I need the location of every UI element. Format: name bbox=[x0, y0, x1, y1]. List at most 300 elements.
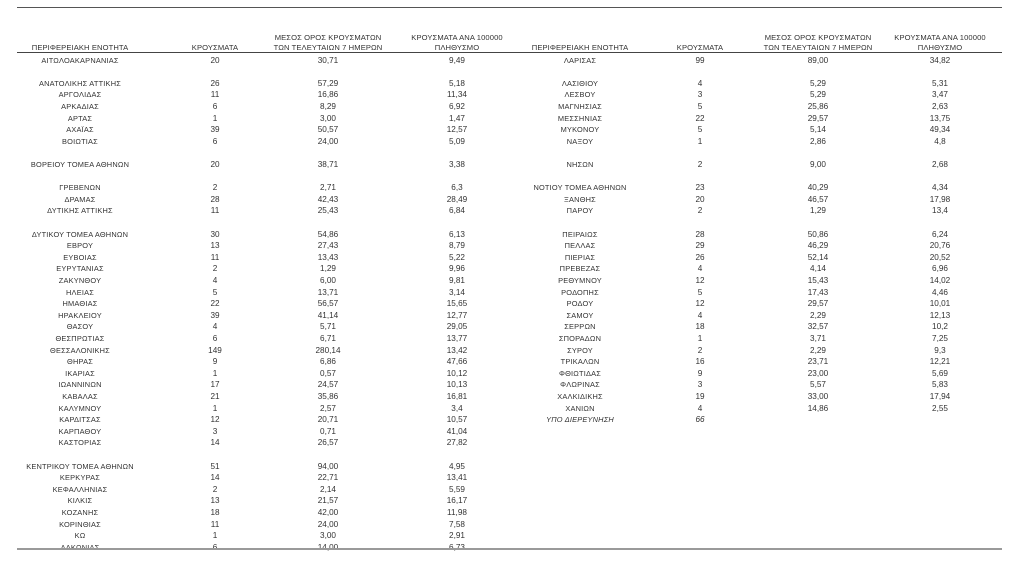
cell-name: ΑΡΤΑΣ bbox=[67, 113, 93, 123]
cell-cases: 1 bbox=[212, 531, 218, 541]
cell-per100k: 9,96 bbox=[449, 264, 465, 274]
cell-avg7: 50,86 bbox=[807, 229, 829, 239]
cell-per100k: 7,25 bbox=[932, 333, 948, 343]
cell-cases: 1 bbox=[212, 368, 218, 378]
cell-avg7: 25,43 bbox=[317, 206, 339, 216]
table-row bbox=[0, 403, 1024, 415]
cell-avg7: 3,71 bbox=[810, 333, 826, 343]
cell-cases: 20 bbox=[695, 194, 705, 204]
cell-avg7: 30,71 bbox=[317, 55, 339, 65]
cell-avg7: 15,43 bbox=[807, 275, 829, 285]
table-row bbox=[0, 101, 1024, 113]
table-row bbox=[0, 252, 1024, 264]
header-per100k bbox=[880, 33, 1000, 52]
header-per100k-line1: ΚΡΟΥΣΜΑΤΑ ΑΝΑ 100000 bbox=[411, 33, 503, 42]
cell-avg7: 50,57 bbox=[317, 125, 339, 135]
cell-per100k: 17,98 bbox=[929, 194, 951, 204]
cell-avg7: 6,71 bbox=[320, 333, 336, 343]
cell-cases: 11 bbox=[210, 90, 220, 100]
cell-cases: 6 bbox=[212, 101, 218, 111]
cell-cases: 1 bbox=[212, 113, 218, 123]
table-row bbox=[0, 437, 1024, 449]
cell-cases: 13 bbox=[210, 496, 220, 506]
cell-name: ΦΘΙΩΤΙΔΑΣ bbox=[558, 368, 602, 378]
cell-name: ΥΠΟ ΔΙΕΡΕΥΝΗΣΗ bbox=[546, 415, 614, 425]
cell-avg7: 3,00 bbox=[320, 113, 336, 123]
table-row bbox=[0, 391, 1024, 403]
cell-name: ΛΕΣΒΟΥ bbox=[564, 90, 596, 100]
cell-cases: 2 bbox=[212, 484, 218, 494]
cell-avg7: 2,71 bbox=[320, 183, 336, 193]
cell-cases: 1 bbox=[212, 403, 218, 413]
cell-avg7: 0,57 bbox=[320, 368, 336, 378]
cell-name: ΚΑΡΠΑΘΟΥ bbox=[58, 426, 102, 436]
cell-name: ΔΡΑΜΑΣ bbox=[64, 194, 96, 204]
cell-per100k: 9,81 bbox=[449, 275, 465, 285]
cell-avg7: 24,57 bbox=[317, 380, 339, 390]
cell-name: ΚΑΣΤΟΡΙΑΣ bbox=[58, 438, 102, 448]
cell-avg7: 89,00 bbox=[807, 55, 829, 65]
cell-avg7: 5,71 bbox=[320, 322, 336, 332]
table-row bbox=[0, 461, 1024, 473]
cell-cases: 4 bbox=[697, 310, 703, 320]
header-region: ΠΕΡΙΦΕΡΕΙΑΚΗ ΕΝΟΤΗΤΑ bbox=[31, 43, 129, 52]
cell-cases: 5 bbox=[697, 101, 703, 111]
table-row bbox=[0, 519, 1024, 531]
cell-name: ΔΥΤΙΚΗΣ ΑΤΤΙΚΗΣ bbox=[47, 206, 113, 216]
table-row bbox=[0, 182, 1024, 194]
cell-avg7: 46,29 bbox=[807, 241, 829, 251]
cell-avg7: 8,29 bbox=[320, 101, 336, 111]
cell-name: ΗΛΕΙΑΣ bbox=[66, 287, 94, 297]
table-row bbox=[0, 507, 1024, 519]
cell-avg7: 9,00 bbox=[810, 159, 826, 169]
cell-avg7: 25,86 bbox=[807, 101, 829, 111]
cell-cases: 14 bbox=[210, 438, 220, 448]
cell-cases: 12 bbox=[695, 275, 705, 285]
cell-cases: 5 bbox=[212, 287, 218, 297]
cell-avg7: 280,14 bbox=[315, 345, 341, 355]
cell-cases: 4 bbox=[697, 403, 703, 413]
cell-cases: 5 bbox=[697, 287, 703, 297]
cell-name: ΕΒΡΟΥ bbox=[66, 241, 94, 251]
cell-avg7: 5,14 bbox=[810, 125, 826, 135]
cell-per100k: 3,47 bbox=[932, 90, 948, 100]
table-row bbox=[0, 159, 1024, 171]
cell-per100k: 5,22 bbox=[449, 252, 465, 262]
cell-per100k: 5,69 bbox=[932, 368, 948, 378]
spacer-row bbox=[0, 171, 1024, 183]
table-row bbox=[0, 530, 1024, 542]
cell-cases: 2 bbox=[212, 264, 218, 274]
cell-name: ΡΕΘΥΜΝΟΥ bbox=[558, 275, 602, 285]
cell-cases: 22 bbox=[210, 299, 220, 309]
spacer-row bbox=[0, 147, 1024, 159]
table-row bbox=[0, 89, 1024, 101]
cell-per100k: 4,8 bbox=[934, 136, 946, 146]
cell-avg7: 32,57 bbox=[807, 322, 829, 332]
cell-avg7: 21,57 bbox=[317, 496, 339, 506]
table-row bbox=[0, 472, 1024, 484]
cell-name: ΚΑΛΥΜΝΟΥ bbox=[58, 403, 102, 413]
cell-cases: 39 bbox=[210, 125, 220, 135]
cell-avg7: 23,00 bbox=[807, 368, 829, 378]
cell-name: ΝΑΞΟΥ bbox=[566, 136, 594, 146]
cell-per100k: 14,02 bbox=[929, 275, 951, 285]
cell-per100k: 5,18 bbox=[449, 78, 465, 88]
table-row bbox=[0, 205, 1024, 217]
cell-cases: 18 bbox=[695, 322, 705, 332]
cell-cases: 4 bbox=[697, 78, 703, 88]
cell-name: ΜΕΣΣΗΝΙΑΣ bbox=[557, 113, 603, 123]
cell-avg7: 22,71 bbox=[317, 473, 339, 483]
top-rule bbox=[17, 7, 1002, 8]
cell-avg7: 42,43 bbox=[317, 194, 339, 204]
cell-name: ΡΟΔΟΥ bbox=[566, 299, 594, 309]
cell-cases: 3 bbox=[212, 426, 218, 436]
cell-cases: 14 bbox=[210, 473, 220, 483]
cell-per100k: 17,94 bbox=[929, 391, 951, 401]
cell-cases: 2 bbox=[697, 345, 703, 355]
cell-avg7: 42,00 bbox=[317, 507, 339, 517]
cell-cases: 21 bbox=[210, 391, 220, 401]
header-avg7 bbox=[268, 33, 388, 52]
cell-name: ΚΟΖΑΝΗΣ bbox=[61, 507, 99, 517]
table-row bbox=[0, 379, 1024, 391]
cell-cases: 99 bbox=[695, 55, 705, 65]
cell-name: ΒΟΙΩΤΙΑΣ bbox=[62, 136, 98, 146]
cell-name: ΙΩΑΝΝΙΝΩΝ bbox=[58, 380, 102, 390]
header-avg7-line2: ΤΩΝ ΤΕΛΕΥΤΑΙΩΝ 7 ΗΜΕΡΩΝ bbox=[273, 42, 383, 52]
cell-cases: 23 bbox=[695, 183, 705, 193]
table-row bbox=[0, 368, 1024, 380]
cell-per100k: 12,57 bbox=[446, 125, 468, 135]
cell-per100k: 5,83 bbox=[932, 380, 948, 390]
cell-per100k: 47,66 bbox=[446, 357, 468, 367]
cell-name: ΑΝΑΤΟΛΙΚΗΣ ΑΤΤΙΚΗΣ bbox=[38, 78, 121, 88]
header-avg7-line1: ΜΕΣΟΣ ΟΡΟΣ ΚΡΟΥΣΜΑΤΩΝ bbox=[764, 33, 872, 42]
cell-per100k: 9,49 bbox=[449, 55, 465, 65]
cell-per100k: 12,21 bbox=[929, 357, 951, 367]
cell-cases: 26 bbox=[695, 252, 705, 262]
cell-per100k: 3,38 bbox=[449, 159, 465, 169]
cell-per100k: 49,34 bbox=[929, 125, 951, 135]
cell-name: ΠΡΕΒΕΖΑΣ bbox=[559, 264, 601, 274]
cell-per100k: 6,96 bbox=[932, 264, 948, 274]
cell-name: ΚΙΛΚΙΣ bbox=[67, 496, 93, 506]
cell-per100k: 34,82 bbox=[929, 55, 951, 65]
cell-name: ΦΛΩΡΙΝΑΣ bbox=[560, 380, 600, 390]
cell-name: ΘΕΣΣΑΛΟΝΙΚΗΣ bbox=[50, 345, 110, 355]
cell-avg7: 20,71 bbox=[317, 415, 339, 425]
cell-cases: 66 bbox=[695, 415, 705, 425]
cell-cases: 39 bbox=[210, 310, 220, 320]
cell-name: ΝΟΤΙΟΥ ΤΟΜΕΑ ΑΘΗΝΩΝ bbox=[533, 183, 627, 193]
cell-name: ΘΕΣΠΡΩΤΙΑΣ bbox=[55, 333, 105, 343]
cell-per100k: 3,4 bbox=[451, 403, 463, 413]
cell-per100k: 10,12 bbox=[446, 368, 468, 378]
cell-cases: 11 bbox=[210, 252, 220, 262]
cell-name: ΤΡΙΚΑΛΩΝ bbox=[560, 357, 600, 367]
cell-name: ΒΟΡΕΙΟΥ ΤΟΜΕΑ ΑΘΗΝΩΝ bbox=[30, 159, 130, 169]
cell-cases: 29 bbox=[695, 241, 705, 251]
cell-per100k: 7,58 bbox=[449, 519, 465, 529]
cell-cases: 51 bbox=[210, 461, 220, 471]
table-row bbox=[0, 426, 1024, 438]
header-avg7-line1: ΜΕΣΟΣ ΟΡΟΣ ΚΡΟΥΣΜΑΤΩΝ bbox=[274, 33, 382, 42]
cell-avg7: 23,71 bbox=[807, 357, 829, 367]
header-region: ΠΕΡΙΦΕΡΕΙΑΚΗ ΕΝΟΤΗΤΑ bbox=[531, 43, 629, 52]
cell-per100k: 11,34 bbox=[447, 90, 467, 100]
table-row bbox=[0, 484, 1024, 496]
cell-avg7: 46,57 bbox=[807, 194, 829, 204]
cell-avg7: 0,71 bbox=[320, 426, 336, 436]
cell-avg7: 2,29 bbox=[810, 310, 826, 320]
cell-per100k: 2,63 bbox=[932, 101, 948, 111]
cell-avg7: 2,57 bbox=[320, 403, 336, 413]
cell-per100k: 5,31 bbox=[932, 78, 948, 88]
cell-avg7: 13,43 bbox=[317, 252, 339, 262]
table-row bbox=[0, 356, 1024, 368]
cell-name: ΑΧΑΪΑΣ bbox=[66, 125, 94, 135]
cell-avg7: 1,29 bbox=[320, 264, 336, 274]
cell-cases: 2 bbox=[212, 183, 218, 193]
table-row bbox=[0, 124, 1024, 136]
cell-name: ΙΚΑΡΙΑΣ bbox=[65, 368, 95, 378]
cell-avg7: 94,00 bbox=[317, 461, 339, 471]
cell-cases: 22 bbox=[695, 113, 705, 123]
cell-name: ΜΥΚΟΝΟΥ bbox=[560, 125, 600, 135]
cell-name: ΚΑΡΔΙΤΣΑΣ bbox=[59, 415, 101, 425]
header-per100k-line1: ΚΡΟΥΣΜΑΤΑ ΑΝΑ 100000 bbox=[894, 33, 986, 42]
cell-cases: 2 bbox=[697, 206, 703, 216]
cell-name: ΕΥΒΟΙΑΣ bbox=[63, 252, 97, 262]
table-row bbox=[0, 136, 1024, 148]
cell-avg7: 33,00 bbox=[807, 391, 829, 401]
cell-avg7: 3,00 bbox=[320, 531, 336, 541]
cell-per100k: 4,95 bbox=[449, 461, 465, 471]
table-row bbox=[0, 414, 1024, 426]
cell-cases: 3 bbox=[697, 380, 703, 390]
cell-per100k: 6,3 bbox=[451, 183, 463, 193]
header-rule bbox=[510, 52, 1002, 53]
cell-avg7: 29,57 bbox=[807, 299, 829, 309]
bottom-rule bbox=[17, 548, 1002, 550]
cell-avg7: 57,29 bbox=[317, 78, 339, 88]
cell-avg7: 35,86 bbox=[317, 391, 339, 401]
cell-name: ΞΑΝΘΗΣ bbox=[564, 194, 596, 204]
cell-name: ΛΑΡΙΣΑΣ bbox=[563, 55, 597, 65]
cell-name: ΔΥΤΙΚΟΥ ΤΟΜΕΑ ΑΘΗΝΩΝ bbox=[31, 229, 129, 239]
cell-per100k: 9,3 bbox=[934, 345, 946, 355]
cell-cases: 4 bbox=[697, 264, 703, 274]
cell-cases: 2 bbox=[697, 159, 703, 169]
cell-per100k: 4,34 bbox=[932, 183, 948, 193]
cell-per100k: 10,13 bbox=[446, 380, 468, 390]
cell-per100k: 10,57 bbox=[446, 415, 468, 425]
table-row bbox=[0, 275, 1024, 287]
cell-per100k: 6,13 bbox=[449, 229, 465, 239]
cell-name: ΑΡΓΟΛΙΔΑΣ bbox=[58, 90, 102, 100]
cell-avg7: 27,43 bbox=[317, 241, 339, 251]
table-row bbox=[0, 298, 1024, 310]
cell-cases: 1 bbox=[697, 136, 703, 146]
cell-cases: 149 bbox=[208, 345, 222, 355]
cell-per100k: 28,49 bbox=[446, 194, 468, 204]
cell-per100k: 6,92 bbox=[449, 101, 465, 111]
cell-name: ΡΟΔΟΠΗΣ bbox=[561, 287, 599, 297]
cell-per100k: 2,68 bbox=[932, 159, 948, 169]
cell-name: ΠΙΕΡΙΑΣ bbox=[564, 252, 596, 262]
cell-name: ΣΥΡΟΥ bbox=[567, 345, 593, 355]
cell-avg7: 6,00 bbox=[320, 275, 336, 285]
cell-name: ΠΕΙΡΑΙΩΣ bbox=[562, 229, 598, 239]
cell-name: ΘΗΡΑΣ bbox=[67, 357, 93, 367]
cell-avg7: 17,43 bbox=[807, 287, 829, 297]
header-avg7-line2: ΤΩΝ ΤΕΛΕΥΤΑΙΩΝ 7 ΗΜΕΡΩΝ bbox=[763, 42, 873, 52]
cell-name: ΧΑΛΚΙΔΙΚΗΣ bbox=[557, 391, 603, 401]
cell-per100k: 2,91 bbox=[449, 531, 465, 541]
cell-cases: 3 bbox=[697, 90, 703, 100]
cell-name: ΜΑΓΝΗΣΙΑΣ bbox=[558, 101, 602, 111]
cell-avg7: 52,14 bbox=[807, 252, 829, 262]
cell-avg7: 2,86 bbox=[810, 136, 826, 146]
cell-per100k: 12,13 bbox=[929, 310, 951, 320]
table-row bbox=[0, 194, 1024, 206]
cell-name: ΗΜΑΘΙΑΣ bbox=[62, 299, 98, 309]
cell-per100k: 13,4 bbox=[932, 206, 948, 216]
table-row bbox=[0, 333, 1024, 345]
cell-cases: 11 bbox=[210, 519, 220, 529]
cell-avg7: 40,29 bbox=[807, 183, 829, 193]
cell-avg7: 54,86 bbox=[317, 229, 339, 239]
table-row bbox=[0, 321, 1024, 333]
cell-per100k: 11,98 bbox=[447, 507, 467, 517]
table-row bbox=[0, 287, 1024, 299]
cell-cases: 28 bbox=[210, 194, 220, 204]
cell-per100k: 12,77 bbox=[446, 310, 468, 320]
table-row bbox=[0, 345, 1024, 357]
cell-name: ΠΑΡΟΥ bbox=[566, 206, 594, 216]
cell-name: ΗΡΑΚΛΕΙΟΥ bbox=[58, 310, 102, 320]
cell-cases: 12 bbox=[695, 299, 705, 309]
cell-cases: 4 bbox=[212, 322, 218, 332]
header-per100k-line2: ΠΛΗΘΥΣΜΟ bbox=[434, 42, 480, 52]
cell-per100k: 20,76 bbox=[929, 241, 951, 251]
cell-per100k: 3,14 bbox=[449, 287, 465, 297]
cell-name: ΣΕΡΡΩΝ bbox=[564, 322, 596, 332]
header-per100k bbox=[397, 33, 517, 52]
cell-cases: 30 bbox=[210, 229, 220, 239]
cell-name: ΚΕΡΚΥΡΑΣ bbox=[59, 473, 101, 483]
cell-per100k: 20,52 bbox=[929, 252, 951, 262]
cell-cases: 20 bbox=[210, 55, 220, 65]
cell-cases: 11 bbox=[210, 206, 220, 216]
cell-cases: 12 bbox=[210, 415, 220, 425]
cell-cases: 9 bbox=[697, 368, 703, 378]
cell-avg7: 5,29 bbox=[810, 78, 826, 88]
cell-per100k: 13,42 bbox=[446, 345, 468, 355]
cell-name: ΚΕΝΤΡΙΚΟΥ ΤΟΜΕΑ ΑΘΗΝΩΝ bbox=[26, 461, 134, 471]
cell-per100k: 13,75 bbox=[929, 113, 951, 123]
header-cases: ΚΡΟΥΣΜΑΤΑ bbox=[191, 43, 239, 52]
header-per100k-line2: ΠΛΗΘΥΣΜΟ bbox=[917, 42, 963, 52]
table-row bbox=[0, 495, 1024, 507]
cell-name: ΛΑΣΙΘΙΟΥ bbox=[561, 78, 599, 88]
cell-cases: 17 bbox=[210, 380, 220, 390]
cell-cases: 16 bbox=[695, 357, 705, 367]
cell-name: ΑΙΤΩΛΟΑΚΑΡΝΑΝΙΑΣ bbox=[41, 55, 119, 65]
cell-cases: 19 bbox=[695, 391, 705, 401]
cell-name: ΓΡΕΒΕΝΩΝ bbox=[59, 183, 101, 193]
cell-name: ΚΩ bbox=[74, 531, 86, 541]
cell-per100k: 5,09 bbox=[449, 136, 465, 146]
cell-name: ΧΑΝΙΩΝ bbox=[565, 403, 595, 413]
cell-cases: 6 bbox=[212, 136, 218, 146]
cell-cases: 9 bbox=[212, 357, 218, 367]
cell-avg7: 29,57 bbox=[807, 113, 829, 123]
cell-cases: 5 bbox=[697, 125, 703, 135]
cell-avg7: 14,86 bbox=[807, 403, 829, 413]
table-row bbox=[0, 263, 1024, 275]
cell-avg7: 13,71 bbox=[317, 287, 339, 297]
cell-avg7: 16,86 bbox=[317, 90, 339, 100]
cell-per100k: 16,17 bbox=[446, 496, 468, 506]
cell-cases: 1 bbox=[697, 333, 703, 343]
cell-name: ΚΟΡΙΝΘΙΑΣ bbox=[59, 519, 101, 529]
cell-avg7: 26,57 bbox=[317, 438, 339, 448]
cell-name: ΠΕΛΛΑΣ bbox=[564, 241, 596, 251]
cell-per100k: 41,04 bbox=[446, 426, 468, 436]
spacer-row bbox=[0, 449, 1024, 461]
spacer-row bbox=[0, 217, 1024, 229]
cell-name: ΘΑΣΟΥ bbox=[66, 322, 94, 332]
cell-cases: 28 bbox=[695, 229, 705, 239]
cell-cases: 20 bbox=[210, 159, 220, 169]
cell-per100k: 2,55 bbox=[932, 403, 948, 413]
cell-cases: 6 bbox=[212, 333, 218, 343]
cell-per100k: 1,47 bbox=[449, 113, 465, 123]
cell-per100k: 6,24 bbox=[932, 229, 948, 239]
table-row bbox=[0, 78, 1024, 90]
cell-name: ΚΕΦΑΛΛΗΝΙΑΣ bbox=[52, 484, 108, 494]
cell-cases: 4 bbox=[212, 275, 218, 285]
cell-per100k: 29,05 bbox=[446, 322, 468, 332]
cell-avg7: 41,14 bbox=[317, 310, 339, 320]
table-row bbox=[0, 55, 1024, 67]
cell-cases: 18 bbox=[210, 507, 220, 517]
cell-per100k: 5,59 bbox=[449, 484, 465, 494]
cell-avg7: 38,71 bbox=[317, 159, 339, 169]
cell-avg7: 5,29 bbox=[810, 90, 826, 100]
cell-avg7: 4,14 bbox=[810, 264, 826, 274]
cell-avg7: 24,00 bbox=[317, 519, 339, 529]
cell-name: ΖΑΚΥΝΘΟΥ bbox=[58, 275, 102, 285]
cell-per100k: 10,01 bbox=[929, 299, 951, 309]
table-row bbox=[0, 229, 1024, 241]
cell-avg7: 1,29 bbox=[810, 206, 826, 216]
cell-per100k: 27,82 bbox=[446, 438, 468, 448]
cell-cases: 26 bbox=[210, 78, 220, 88]
cell-per100k: 15,65 bbox=[446, 299, 468, 309]
cell-name: ΣΠΟΡΑΔΩΝ bbox=[558, 333, 602, 343]
cell-per100k: 10,2 bbox=[932, 322, 948, 332]
cell-name: ΑΡΚΑΔΙΑΣ bbox=[61, 101, 99, 111]
cell-avg7: 6,86 bbox=[320, 357, 336, 367]
cell-avg7: 24,00 bbox=[317, 136, 339, 146]
table-row bbox=[0, 113, 1024, 125]
cell-name: ΝΗΣΩΝ bbox=[566, 159, 594, 169]
